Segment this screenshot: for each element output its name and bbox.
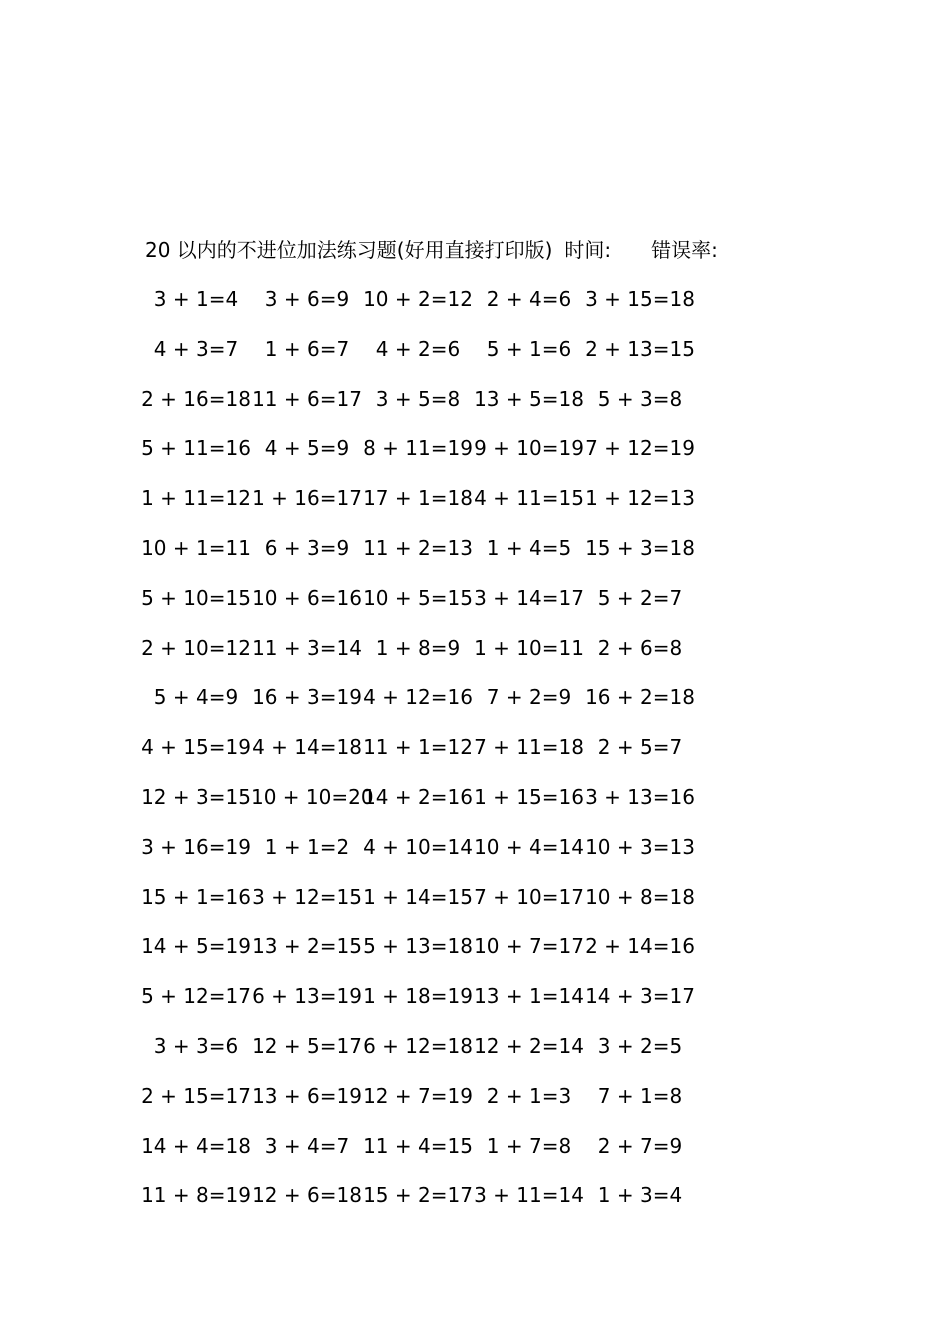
- addition-problem: 3 + 14=17: [474, 585, 584, 610]
- addition-problem: 4 + 15=19: [141, 735, 251, 760]
- addition-problem: 10 + 8=18: [585, 884, 695, 909]
- addition-problem: 5 + 10=15: [141, 585, 251, 610]
- addition-problem: 3 + 11=14: [474, 1183, 584, 1208]
- addition-problem: 7 + 1=8: [597, 1083, 683, 1108]
- addition-problem: 9 + 10=19: [474, 436, 584, 461]
- addition-problem: 8 + 11=19: [363, 436, 473, 461]
- addition-problem: 7 + 2=9: [486, 685, 572, 710]
- problem-grid: [0, 283, 950, 1229]
- addition-problem: 4 + 3=7: [153, 336, 239, 361]
- addition-problem: 15 + 1=16: [141, 884, 251, 909]
- problem-row: [0, 432, 950, 482]
- addition-problem: 10 + 6=16: [252, 585, 362, 610]
- addition-problem: 11 + 1=12: [363, 735, 473, 760]
- addition-problem: 2 + 16=18: [141, 386, 251, 411]
- addition-problem: 12 + 5=17: [252, 1033, 362, 1058]
- addition-problem: 1 + 4=5: [486, 535, 572, 560]
- addition-problem: 3 + 5=8: [375, 386, 461, 411]
- addition-problem: 13 + 1=14: [474, 984, 584, 1009]
- worksheet-header: [145, 234, 718, 266]
- addition-problem: 12 + 7=19: [363, 1083, 473, 1108]
- addition-problem: 7 + 10=17: [474, 884, 584, 909]
- addition-problem: 13 + 5=18: [474, 386, 584, 411]
- addition-problem: 13 + 6=19: [252, 1083, 362, 1108]
- addition-problem: 2 + 7=9: [597, 1133, 683, 1158]
- addition-problem: 1 + 15=16: [474, 784, 584, 809]
- addition-problem: 11 + 3=14: [252, 635, 362, 660]
- addition-problem: 13 + 2=15: [252, 934, 362, 959]
- error-rate-label: 错误率:: [651, 238, 718, 262]
- addition-problem: 1 + 8=9: [375, 635, 461, 660]
- addition-problem: 3 + 12=15: [252, 884, 362, 909]
- addition-problem: 11 + 6=17: [252, 386, 362, 411]
- addition-problem: 5 + 1=6: [486, 336, 572, 361]
- addition-problem: 14 + 4=18: [141, 1133, 251, 1158]
- addition-problem: 2 + 13=15: [585, 336, 695, 361]
- problem-row: [0, 681, 950, 731]
- addition-problem: 1 + 3=4: [597, 1183, 683, 1208]
- addition-problem: 4 + 14=18: [252, 735, 362, 760]
- problem-row: [0, 1179, 950, 1229]
- addition-problem: 11 + 2=13: [363, 535, 473, 560]
- addition-problem: 1 + 18=19: [363, 984, 473, 1009]
- addition-problem: 4 + 10=14: [363, 834, 473, 859]
- problem-row: [0, 980, 950, 1030]
- addition-problem: 2 + 1=3: [486, 1083, 572, 1108]
- addition-problem: 7 + 11=18: [474, 735, 584, 760]
- addition-problem: 1 + 11=12: [141, 486, 251, 511]
- problem-row: [0, 930, 950, 980]
- addition-problem: 2 + 14=16: [585, 934, 695, 959]
- addition-problem: 5 + 12=17: [141, 984, 251, 1009]
- addition-problem: 14 + 3=17: [585, 984, 695, 1009]
- addition-problem: 14 + 2=16: [363, 784, 473, 809]
- addition-problem: 3 + 4=7: [264, 1133, 350, 1158]
- problem-row: [0, 781, 950, 831]
- addition-problem: 11 + 4=15: [363, 1133, 473, 1158]
- addition-problem: 15 + 2=17: [363, 1183, 473, 1208]
- addition-problem: 10 + 5=15: [363, 585, 473, 610]
- addition-problem: 10 + 3=13: [585, 834, 695, 859]
- addition-problem: 4 + 11=15: [474, 486, 584, 511]
- problem-row: [0, 731, 950, 781]
- addition-problem: 3 + 15=18: [585, 287, 695, 311]
- addition-problem: 10 + 7=17: [474, 934, 584, 959]
- addition-problem: 5 + 13=18: [363, 934, 473, 959]
- addition-problem: 1 + 10=11: [474, 635, 584, 660]
- addition-problem: 10 + 4=14: [474, 834, 584, 859]
- problem-row: [0, 283, 950, 333]
- addition-problem: 3 + 6=9: [264, 287, 350, 311]
- addition-problem: 6 + 13=19: [252, 984, 362, 1009]
- addition-problem: 12 + 2=14: [474, 1033, 584, 1058]
- addition-problem: 1 + 1=2: [264, 834, 350, 859]
- addition-problem: 5 + 3=8: [597, 386, 683, 411]
- addition-problem: 1 + 7=8: [486, 1133, 572, 1158]
- addition-problem: 10 + 10=20: [251, 784, 374, 809]
- addition-problem: 12 + 3=15: [141, 784, 251, 809]
- addition-problem: 1 + 14=15: [363, 884, 473, 909]
- addition-problem: 17 + 1=18: [363, 486, 473, 511]
- addition-problem: 2 + 5=7: [597, 735, 683, 760]
- addition-problem: 10 + 2=12: [363, 287, 473, 311]
- addition-problem: 16 + 2=18: [585, 685, 695, 710]
- addition-problem: 2 + 6=8: [597, 635, 683, 660]
- addition-problem: 11 + 8=19: [141, 1183, 251, 1208]
- addition-problem: 10 + 1=11: [141, 535, 251, 560]
- addition-problem: 7 + 12=19: [585, 436, 695, 461]
- addition-problem: 1 + 6=7: [264, 336, 350, 361]
- addition-problem: 5 + 11=16: [141, 436, 251, 461]
- addition-problem: 14 + 5=19: [141, 934, 251, 959]
- problem-row: [0, 532, 950, 582]
- problem-row: [0, 1080, 950, 1130]
- addition-problem: 2 + 10=12: [141, 635, 251, 660]
- addition-problem: 1 + 12=13: [585, 486, 695, 511]
- problem-row: [0, 582, 950, 632]
- problem-row: [0, 383, 950, 433]
- addition-problem: 6 + 12=18: [363, 1033, 473, 1058]
- problem-row: [0, 632, 950, 682]
- problem-row: [0, 333, 950, 383]
- addition-problem: 5 + 4=9: [153, 685, 239, 710]
- addition-problem: 15 + 3=18: [585, 535, 695, 560]
- addition-problem: 4 + 2=6: [375, 336, 461, 361]
- problem-row: [0, 1130, 950, 1180]
- addition-problem: 1 + 16=17: [252, 486, 362, 511]
- addition-problem: 2 + 15=17: [141, 1083, 251, 1108]
- addition-problem: 4 + 12=16: [363, 685, 473, 710]
- problem-row: [0, 1030, 950, 1080]
- addition-problem: 5 + 2=7: [597, 585, 683, 610]
- addition-problem: 3 + 13=16: [585, 784, 695, 809]
- addition-problem: 16 + 3=19: [252, 685, 362, 710]
- addition-problem: 4 + 5=9: [264, 436, 350, 461]
- problem-row: [0, 482, 950, 532]
- problem-row: [0, 881, 950, 931]
- worksheet-title: 20 以内的不进位加法练习题(好用直接打印版): [145, 238, 553, 262]
- time-label: 时间:: [564, 238, 612, 262]
- addition-problem: 12 + 6=18: [252, 1183, 362, 1208]
- addition-problem: 3 + 3=6: [153, 1033, 239, 1058]
- addition-problem: 6 + 3=9: [264, 535, 350, 560]
- addition-problem: 3 + 16=19: [141, 834, 251, 859]
- addition-problem: 3 + 2=5: [597, 1033, 683, 1058]
- addition-problem: 2 + 4=6: [486, 287, 572, 311]
- problem-row: [0, 831, 950, 881]
- addition-problem: 3 + 1=4: [153, 287, 239, 311]
